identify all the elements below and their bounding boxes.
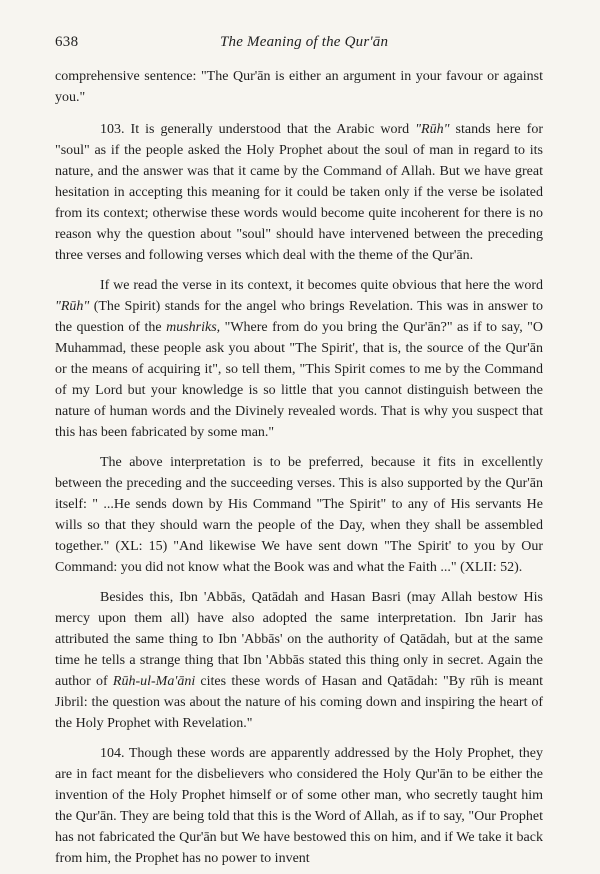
paragraph-text: (The Spirit) stands for the angel who brings Revelation. This was in answer to the question of the bbox=[55, 299, 543, 335]
italic-book-title: Rūh-ul-Ma'āni bbox=[112, 674, 196, 689]
paragraph-context bbox=[55, 275, 543, 443]
paragraph-text: cites these words of Hasan and Qatādah: "By rūh is meant Jibril: the question was about the nature of his coming down and inspiring the heart of the Holy Prophet with Revelation." bbox=[55, 674, 543, 731]
paragraph-authorities bbox=[55, 587, 543, 734]
page-number: 638 bbox=[55, 34, 79, 50]
paragraph-text: stands here for "soul" as if the people asked the Holy Prophet about the soul of man in regard to its nature, and the answer was that it came by the Command of Allah. But we have great hesitation in accepting this meaning for it could be taken only if the verse be isolated from its context; otherwise these words would become quite incoherent for there is no reason why the question about "soul" should have intervened between the preceding three verses and following verses which deal with the theme of the Qur'ān. bbox=[55, 122, 543, 263]
book-page bbox=[55, 34, 543, 869]
paragraph-text: "Where from do you bring the Qur'ān?" as if to say, "O Muhammad, these people ask you about "The Spirit', that is, the source of the Qur'ān or the means of acquiring it", so tell them, "This Spirit comes to me by the Command of my Lord but your knowledge is so little that you cannot distinguish between the nature of human words and the Divinely revealed words. That is why you suspect that this has been fabricated by some man." bbox=[55, 320, 543, 440]
running-title: The Meaning of the Qur'ān bbox=[220, 34, 389, 50]
italic-term-ruh: "Rūh" bbox=[415, 122, 450, 137]
page-header bbox=[55, 34, 543, 60]
paragraph-text: 103. It is generally understood that the Arabic word bbox=[100, 122, 416, 137]
paragraph-text: If we read the verse in its context, it becomes quite obvious that here the word bbox=[100, 278, 543, 293]
paragraph-text: Besides this, Ibn 'Abbās, Qatādah and Hasan Basri (may Allah bestow His mercy upon them all) have also adopted the same interpretation. Ibn Jarir has attributed the same thing to Ibn 'Abbās' on the authority of Qatādah, but at the same time he tells a strange thing that Ibn 'Abbās stated this thing only in secret. Again the author of bbox=[55, 590, 543, 689]
paragraph-note-103 bbox=[55, 119, 543, 266]
italic-term-mushriks: mushriks, bbox=[166, 320, 221, 335]
paragraph-interpretation: The above interpretation is to be preferred, because it fits in excellently between the preceding and the succeeding verses. This is also supported by the Qur'ān itself: " ...He sends down by His Command "The Spirit" to any of His servants He wills so that they should warn the people of the Day, when they shall be assembled together." (XL: 15) "And likewise We have sent down "The Spirit' to you by Our Command: you did not know what the Book was and what the Faith ..." (XLII: 52). bbox=[55, 455, 543, 575]
italic-term-ruh: "Rūh" bbox=[55, 299, 90, 314]
paragraph-continuation: comprehensive sentence: "The Qur'ān is either an argument in your favour or against you." bbox=[55, 69, 543, 105]
paragraph-note-104: 104. Though these words are apparently addressed by the Holy Prophet, they are in fact meant for the disbelievers who considered the Holy Qur'ān to be either the invention of the Holy Prophet himself or of some other man, who secretly taught him the Qur'ān. They are being told that this is the Word of Allah, as if to say, "Our Prophet has not fabricated the Qur'ān but We have bestowed this on him, and if We take it back from him, the Prophet has no power to invent bbox=[55, 746, 543, 866]
